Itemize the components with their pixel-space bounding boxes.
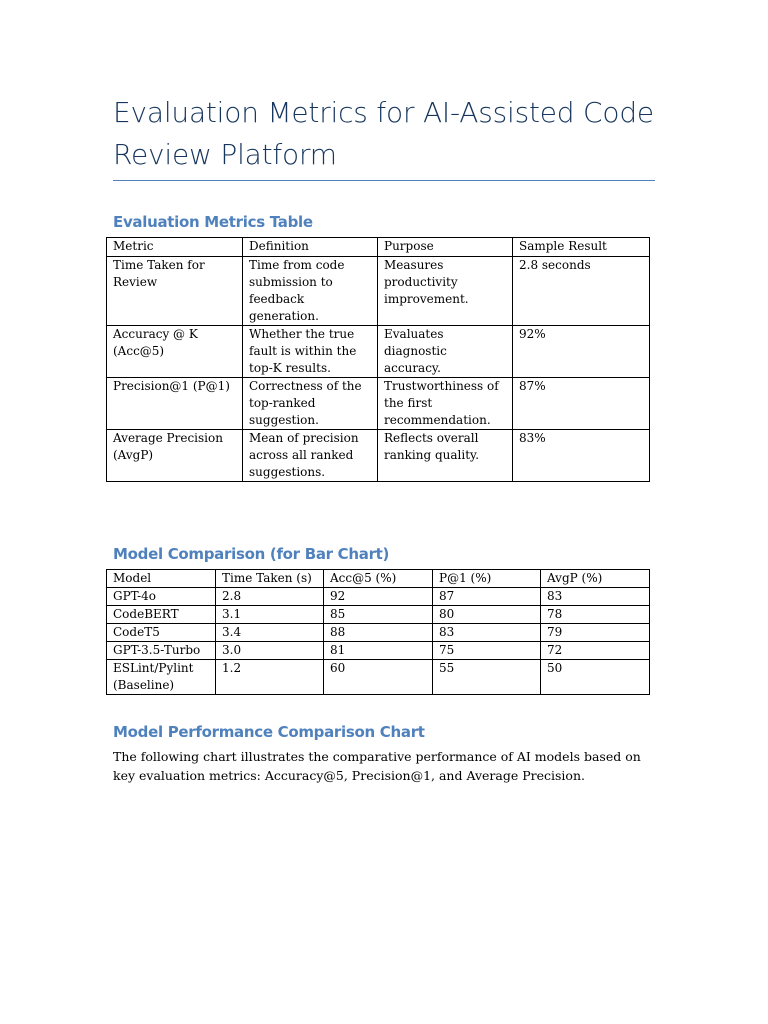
table-header-row <box>107 570 650 588</box>
table-row <box>107 606 650 624</box>
header-cell: Sample Result <box>513 238 650 257</box>
table-row <box>107 642 650 660</box>
table-row <box>107 588 650 606</box>
header-cell: Acc@5 (%) <box>324 570 433 588</box>
table-header-row <box>107 238 650 257</box>
metrics-section-heading: Evaluation Metrics Table <box>113 213 313 231</box>
table-cell: Accuracy @ K (Acc@5) <box>107 326 243 378</box>
table-cell: 85 <box>324 606 433 624</box>
table-cell: Evaluates diagnostic accuracy. <box>378 326 513 378</box>
table-cell: 55 <box>433 660 541 695</box>
table-cell: CodeT5 <box>107 624 216 642</box>
header-cell: Definition <box>243 238 378 257</box>
table-cell: 83 <box>433 624 541 642</box>
table-cell: 2.8 <box>216 588 324 606</box>
comparison-table <box>106 569 650 695</box>
table-cell: Measures productivity improvement. <box>378 257 513 326</box>
table-cell: ESLint/Pylint (Baseline) <box>107 660 216 695</box>
table-row <box>107 430 650 482</box>
table-cell: 88 <box>324 624 433 642</box>
table-cell: 75 <box>433 642 541 660</box>
table-cell: Correctness of the top-ranked suggestion. <box>243 378 378 430</box>
table-row <box>107 378 650 430</box>
header-cell: AvgP (%) <box>541 570 650 588</box>
table-cell: Average Precision (AvgP) <box>107 430 243 482</box>
table-cell: GPT-4o <box>107 588 216 606</box>
table-cell: 80 <box>433 606 541 624</box>
table-cell: 87% <box>513 378 650 430</box>
table-cell: 83 <box>541 588 650 606</box>
table-cell: 83% <box>513 430 650 482</box>
table-cell: Trustworthiness of the first recommendation. <box>378 378 513 430</box>
header-cell: Metric <box>107 238 243 257</box>
header-cell: Model <box>107 570 216 588</box>
table-row <box>107 326 650 378</box>
table-cell: 3.0 <box>216 642 324 660</box>
table-cell: Time Taken for Review <box>107 257 243 326</box>
table-cell: 3.1 <box>216 606 324 624</box>
table-cell: 79 <box>541 624 650 642</box>
header-cell: P@1 (%) <box>433 570 541 588</box>
title-divider <box>113 180 655 181</box>
table-cell: Whether the true fault is within the top-K results. <box>243 326 378 378</box>
table-cell: GPT-3.5-Turbo <box>107 642 216 660</box>
table-cell: 92 <box>324 588 433 606</box>
table-cell: 3.4 <box>216 624 324 642</box>
table-cell: Time from code submission to feedback generation. <box>243 257 378 326</box>
table-cell: Reflects overall ranking quality. <box>378 430 513 482</box>
table-cell: Precision@1 (P@1) <box>107 378 243 430</box>
comparison-section-heading: Model Comparison (for Bar Chart) <box>113 545 390 563</box>
table-cell: 50 <box>541 660 650 695</box>
table-cell: 81 <box>324 642 433 660</box>
chart-description: The following chart illustrates the comparative performance of AI models based on key evaluation metrics: Accuracy@5, Precision@1, and Average Precision. <box>113 749 641 783</box>
table-cell: 72 <box>541 642 650 660</box>
header-cell: Purpose <box>378 238 513 257</box>
table-cell: 87 <box>433 588 541 606</box>
table-row <box>107 257 650 326</box>
chart-section-heading: Model Performance Comparison Chart <box>113 723 425 741</box>
table-cell: 1.2 <box>216 660 324 695</box>
table-cell: 92% <box>513 326 650 378</box>
table-cell: Mean of precision across all ranked suggestions. <box>243 430 378 482</box>
table-cell: 78 <box>541 606 650 624</box>
table-cell: 2.8 seconds <box>513 257 650 326</box>
table-cell: 60 <box>324 660 433 695</box>
metrics-table <box>106 237 650 482</box>
table-cell: CodeBERT <box>107 606 216 624</box>
table-row <box>107 624 650 642</box>
table-row <box>107 660 650 695</box>
document-title: Evaluation Metrics for AI-Assisted Code Review Platform <box>113 96 654 171</box>
header-cell: Time Taken (s) <box>216 570 324 588</box>
